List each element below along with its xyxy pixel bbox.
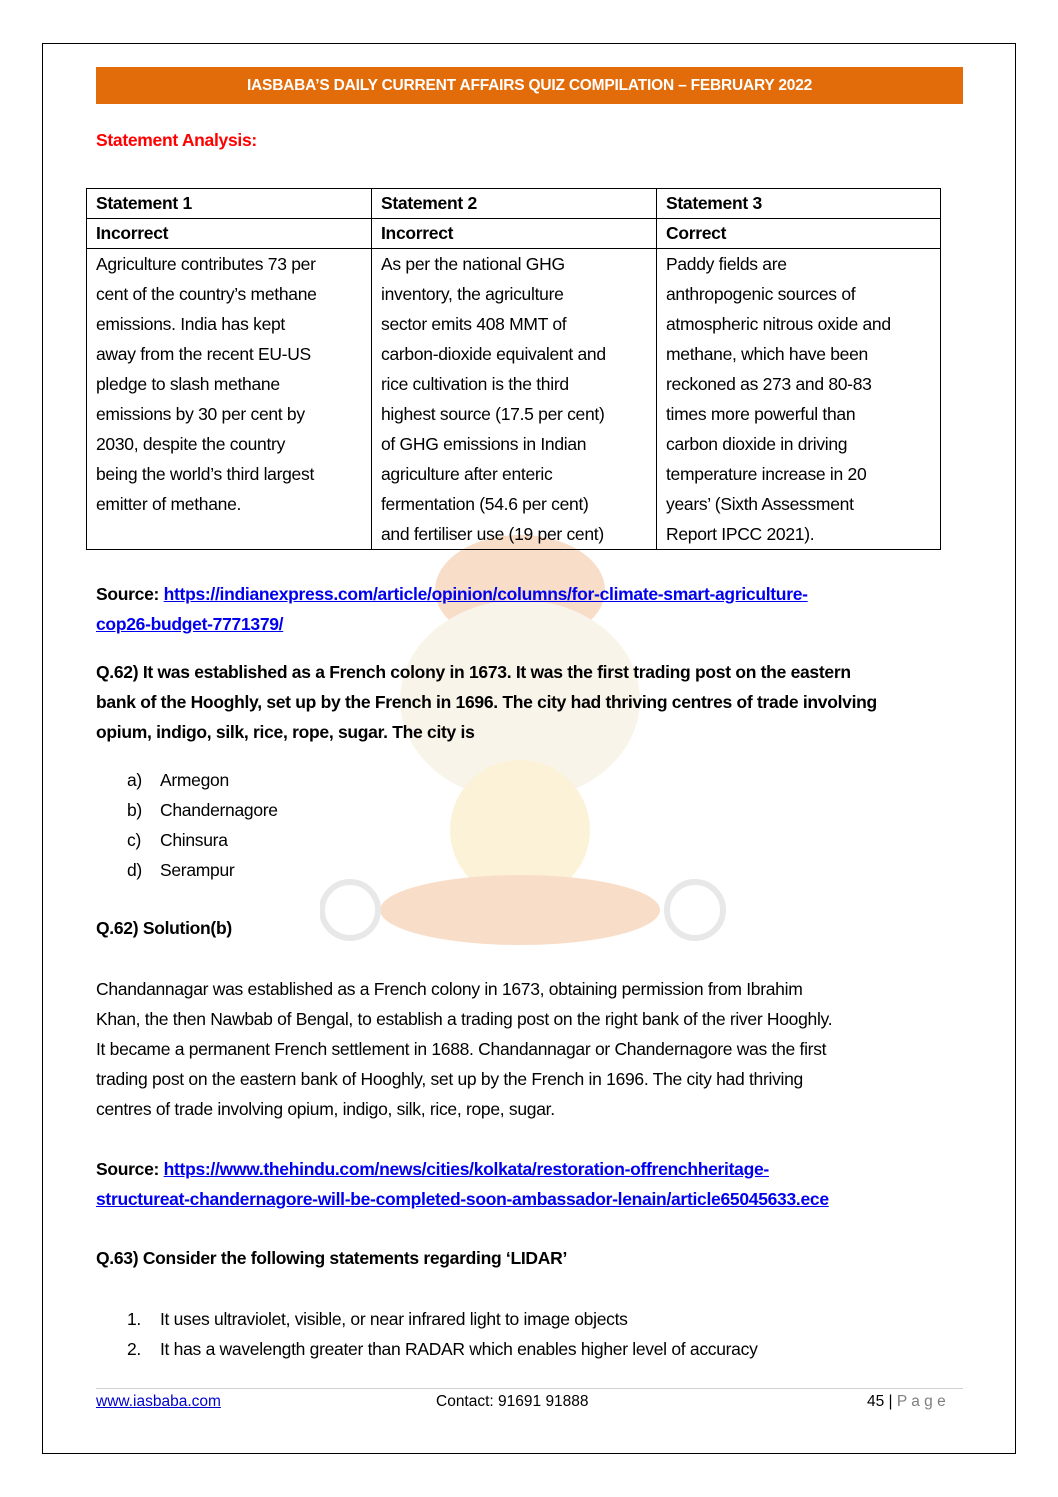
explanation-cell [657, 249, 941, 550]
text-line: years’ (Sixth Assessment [666, 494, 854, 514]
text-line: fermentation (54.6 per cent) [381, 494, 589, 514]
option-text: Chinsura [160, 830, 228, 850]
source-link-1-cont[interactable]: cop26-budget-7771379/ [96, 614, 284, 634]
option-text: Armegon [160, 770, 229, 790]
option-text: Serampur [160, 860, 235, 880]
text-line: Report IPCC 2021). [666, 524, 815, 544]
footer-website-link[interactable]: www.iasbaba.com [96, 1393, 221, 1410]
text-line: Agriculture contributes 73 per [96, 254, 316, 274]
source-block-1 [96, 579, 808, 639]
text-line: opium, indigo, silk, rice, rope, sugar. The city is [96, 722, 475, 742]
text-line: times more powerful than [666, 404, 856, 424]
text-line: sector emits 408 MMT of [381, 314, 567, 334]
column-header: Statement 2 [372, 189, 657, 219]
statement-number: 2. [127, 1339, 141, 1359]
footer-page-info [867, 1391, 946, 1413]
text-line: carbon dioxide in driving [666, 434, 848, 454]
statement-text: It has a wavelength greater than RADAR which enables higher level of accuracy [160, 1339, 758, 1359]
text-line: being the world’s third largest [96, 464, 315, 484]
statement-number: 1. [127, 1309, 141, 1329]
column-header: Statement 1 [87, 189, 372, 219]
text-line: As per the national GHG [381, 254, 565, 274]
text-line: trading post on the eastern bank of Hooghly, set up by the French in 1696. The city had thriving [96, 1069, 803, 1089]
option-letter: c) [127, 830, 141, 850]
text-line: agriculture after enteric [381, 464, 553, 484]
table-header-row [87, 189, 941, 219]
q62-question [96, 657, 877, 747]
verdict-cell: Incorrect [372, 219, 657, 249]
text-line: rice cultivation is the third [381, 374, 569, 394]
page-separator: | [884, 1393, 897, 1410]
page-number: 45 [867, 1393, 885, 1410]
option-letter: a) [127, 770, 142, 790]
text-line: Q.62) It was established as a French colony in 1673. It was the first trading post on the eastern [96, 662, 851, 682]
q62-solution-heading: Q.62) Solution(b) [96, 918, 232, 938]
text-line: It became a permanent French settlement in 1688. Chandannagar or Chandernagore was the first [96, 1039, 827, 1059]
text-line: Paddy fields are [666, 254, 787, 274]
footer-divider [96, 1388, 963, 1389]
explanation-row [87, 249, 941, 550]
verdict-cell: Correct [657, 219, 941, 249]
text-line: of GHG emissions in Indian [381, 434, 587, 454]
text-line: away from the recent EU-US [96, 344, 311, 364]
source-label: Source: [96, 584, 164, 604]
text-line: carbon-dioxide equivalent and [381, 344, 606, 364]
document-header-banner: IASBABA’S DAILY CURRENT AFFAIRS QUIZ COMPILATION – FEBRUARY 2022 [96, 67, 963, 104]
text-line: emitter of methane. [96, 494, 242, 514]
statement-analysis-heading: Statement Analysis: [96, 130, 257, 150]
text-line: atmospheric nitrous oxide and [666, 314, 891, 334]
statement-text: It uses ultraviolet, visible, or near infrared light to image objects [160, 1309, 628, 1329]
text-line: 2030, despite the country [96, 434, 286, 454]
q62-explanation [96, 974, 832, 1124]
text-line: anthropogenic sources of [666, 284, 856, 304]
source-label: Source: [96, 1159, 164, 1179]
text-line: and fertiliser use (19 per cent) [381, 524, 604, 544]
verdict-row [87, 219, 941, 249]
source-link-1[interactable]: https://indianexpress.com/article/opinion/columns/for-climate-smart-agriculture- [163, 584, 808, 604]
text-line: emissions by 30 per cent by [96, 404, 305, 424]
source-block-2 [96, 1154, 829, 1214]
text-line: cent of the country’s methane [96, 284, 317, 304]
text-line: temperature increase in 20 [666, 464, 867, 484]
q63-question: Q.63) Consider the following statements regarding ‘LIDAR’ [96, 1248, 568, 1268]
text-line: bank of the Hooghly, set up by the French in 1696. The city had thriving centres of trade involving [96, 692, 877, 712]
text-line: inventory, the agriculture [381, 284, 564, 304]
statement-analysis-table [86, 188, 941, 550]
source-link-2-cont[interactable]: structureat-chandernagore-will-be-completed-soon-ambassador-lenain/article65045633.ece [96, 1189, 829, 1209]
page-label: P a g e [896, 1393, 946, 1410]
text-line: pledge to slash methane [96, 374, 280, 394]
option-text: Chandernagore [160, 800, 278, 820]
text-line: Chandannagar was established as a French colony in 1673, obtaining permission from Ibrahim [96, 979, 803, 999]
explanation-cell [87, 249, 372, 550]
text-line: centres of trade involving opium, indigo, silk, rice, rope, sugar. [96, 1099, 555, 1119]
column-header: Statement 3 [657, 189, 941, 219]
text-line: Khan, the then Nawbab of Bengal, to establish a trading post on the right bank of the river Hooghly. [96, 1009, 833, 1029]
source-link-2[interactable]: https://www.thehindu.com/news/cities/kolkata/restoration-offrenchheritage- [163, 1159, 769, 1179]
text-line: highest source (17.5 per cent) [381, 404, 605, 424]
verdict-cell: Incorrect [87, 219, 372, 249]
footer-contact: Contact: 91691 91888 [436, 1393, 589, 1410]
explanation-cell [372, 249, 657, 550]
option-letter: b) [127, 800, 142, 820]
text-line: reckoned as 273 and 80-83 [666, 374, 872, 394]
option-letter: d) [127, 860, 142, 880]
text-line: emissions. India has kept [96, 314, 285, 334]
text-line: methane, which have been [666, 344, 868, 364]
